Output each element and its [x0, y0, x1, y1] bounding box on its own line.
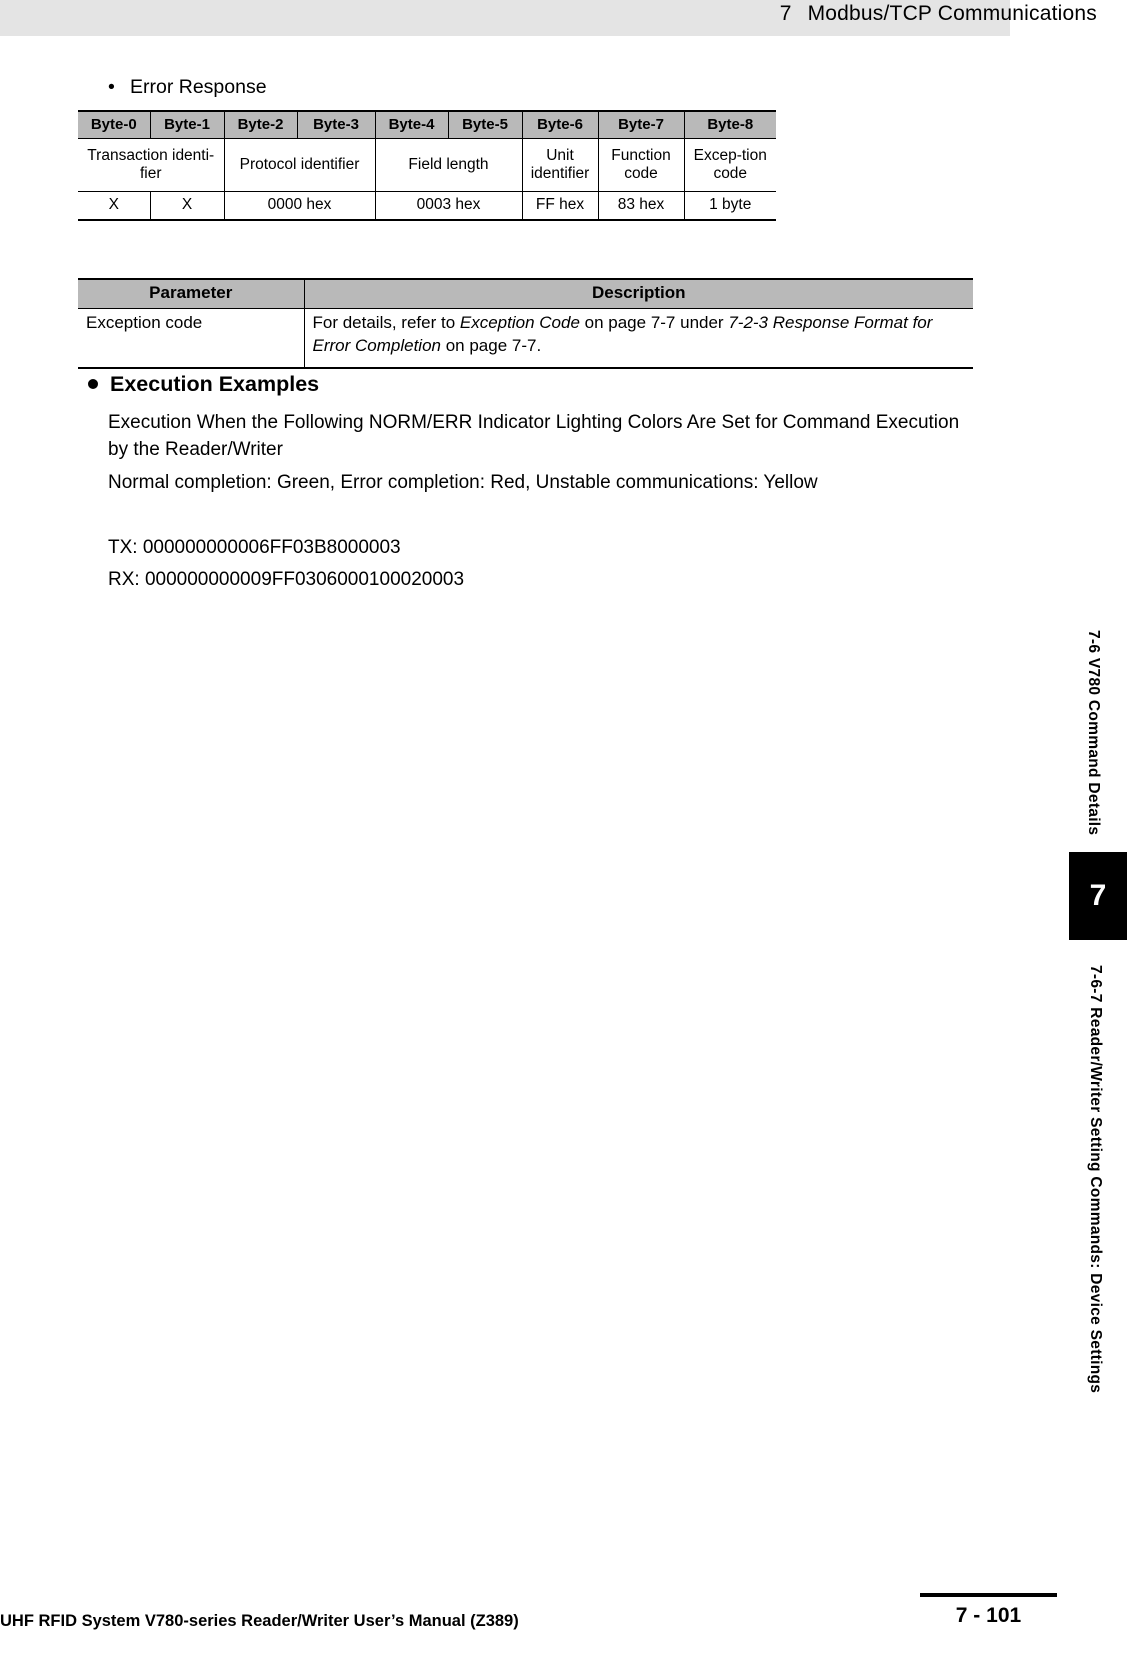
description-text-plain: on page 7-7 under: [579, 313, 729, 332]
right-sidebar: [1010, 0, 1127, 1665]
execution-paragraph-2: Normal completion: Green, Error completion: Red, Unstable communications: Yellow: [108, 472, 818, 493]
tx-example-line: TX: 000000000006FF03B8000003: [108, 537, 401, 558]
footer-rule-divider: [920, 1593, 1057, 1597]
byte-value-cell: 1 byte: [684, 192, 776, 221]
byte-field-name-cell: Transaction identi-fier: [78, 139, 224, 192]
sidebar-section-label: 7-6 V780 Command Details: [1085, 630, 1102, 836]
byte-value-cell: 0000 hex: [224, 192, 375, 221]
byte-layout-table: [78, 110, 776, 221]
byte-value-cell: 83 hex: [598, 192, 684, 221]
byte-value-cell: X: [78, 192, 150, 221]
chapter-tab-number: 7: [1089, 879, 1107, 912]
byte-table-value-row: [78, 192, 776, 221]
byte-table-header-cell: Byte-2: [224, 111, 297, 139]
byte-field-name-cell: Field length: [375, 139, 522, 192]
execution-examples-heading: [88, 372, 319, 397]
description-text-plain: For details, refer to: [312, 313, 460, 332]
filled-circle-bullet-icon: [88, 379, 98, 389]
param-table-header-row: [78, 279, 973, 309]
param-table-row: [78, 309, 973, 369]
byte-table-field-name-row: [78, 139, 776, 192]
byte-field-name-cell: Excep-tion code: [684, 139, 776, 192]
byte-value-cell: 0003 hex: [375, 192, 522, 221]
byte-table-header-row: [78, 111, 776, 139]
byte-value-cell: FF hex: [522, 192, 598, 221]
byte-table-header-cell: Byte-5: [448, 111, 522, 139]
byte-field-name-cell: Protocol identifier: [224, 139, 375, 192]
execution-paragraph-1: Execution When the Following NORM/ERR Indicator Lighting Colors Are Set for Command Execution by the Reader/Writer: [108, 412, 960, 460]
byte-field-name-cell: Unit identifier: [522, 139, 598, 192]
footer-page-number: 7 - 101: [955, 1604, 1022, 1627]
bullet-label: Error Response: [130, 76, 267, 98]
sidebar-subsection-label: 7-6-7 Reader/Writer Setting Commands: Device Settings: [1087, 965, 1104, 1394]
param-name-cell: Exception code: [78, 309, 304, 369]
parameter-description-table: [78, 278, 973, 369]
param-description-cell: [304, 309, 973, 369]
bullet-marker-icon: •: [108, 76, 115, 98]
description-text-italic: Exception Code: [459, 313, 580, 332]
header-chapter-title: Modbus/TCP Communications: [807, 2, 1097, 25]
byte-field-name-cell: Function code: [598, 139, 684, 192]
byte-table-header-cell: Byte-0: [78, 111, 150, 139]
execution-examples-heading-text: Execution Examples: [110, 372, 320, 396]
byte-table-header-cell: Byte-8: [684, 111, 776, 139]
param-table-header-description: Description: [304, 279, 973, 309]
description-text-italic: 7-2-3 Response Format for Error Completion: [312, 313, 933, 355]
rx-example-line: RX: 000000000009FF0306000100020003: [108, 569, 465, 590]
chapter-tab: [1069, 852, 1127, 940]
header-chapter-number: 7: [779, 2, 792, 25]
byte-table-header-cell: Byte-6: [522, 111, 598, 139]
error-response-bullet: [108, 76, 267, 99]
byte-table-header-cell: Byte-1: [150, 111, 224, 139]
byte-table-header-cell: Byte-7: [598, 111, 684, 139]
param-table-header-parameter: Parameter: [78, 279, 304, 309]
description-text-plain: on page 7-7.: [441, 335, 542, 355]
byte-table-header-cell: Byte-3: [297, 111, 375, 139]
footer-manual-title: UHF RFID System V780-series Reader/Writer User’s Manual (Z389): [0, 1612, 519, 1630]
byte-table-header-cell: Byte-4: [375, 111, 448, 139]
byte-value-cell: X: [150, 192, 224, 221]
